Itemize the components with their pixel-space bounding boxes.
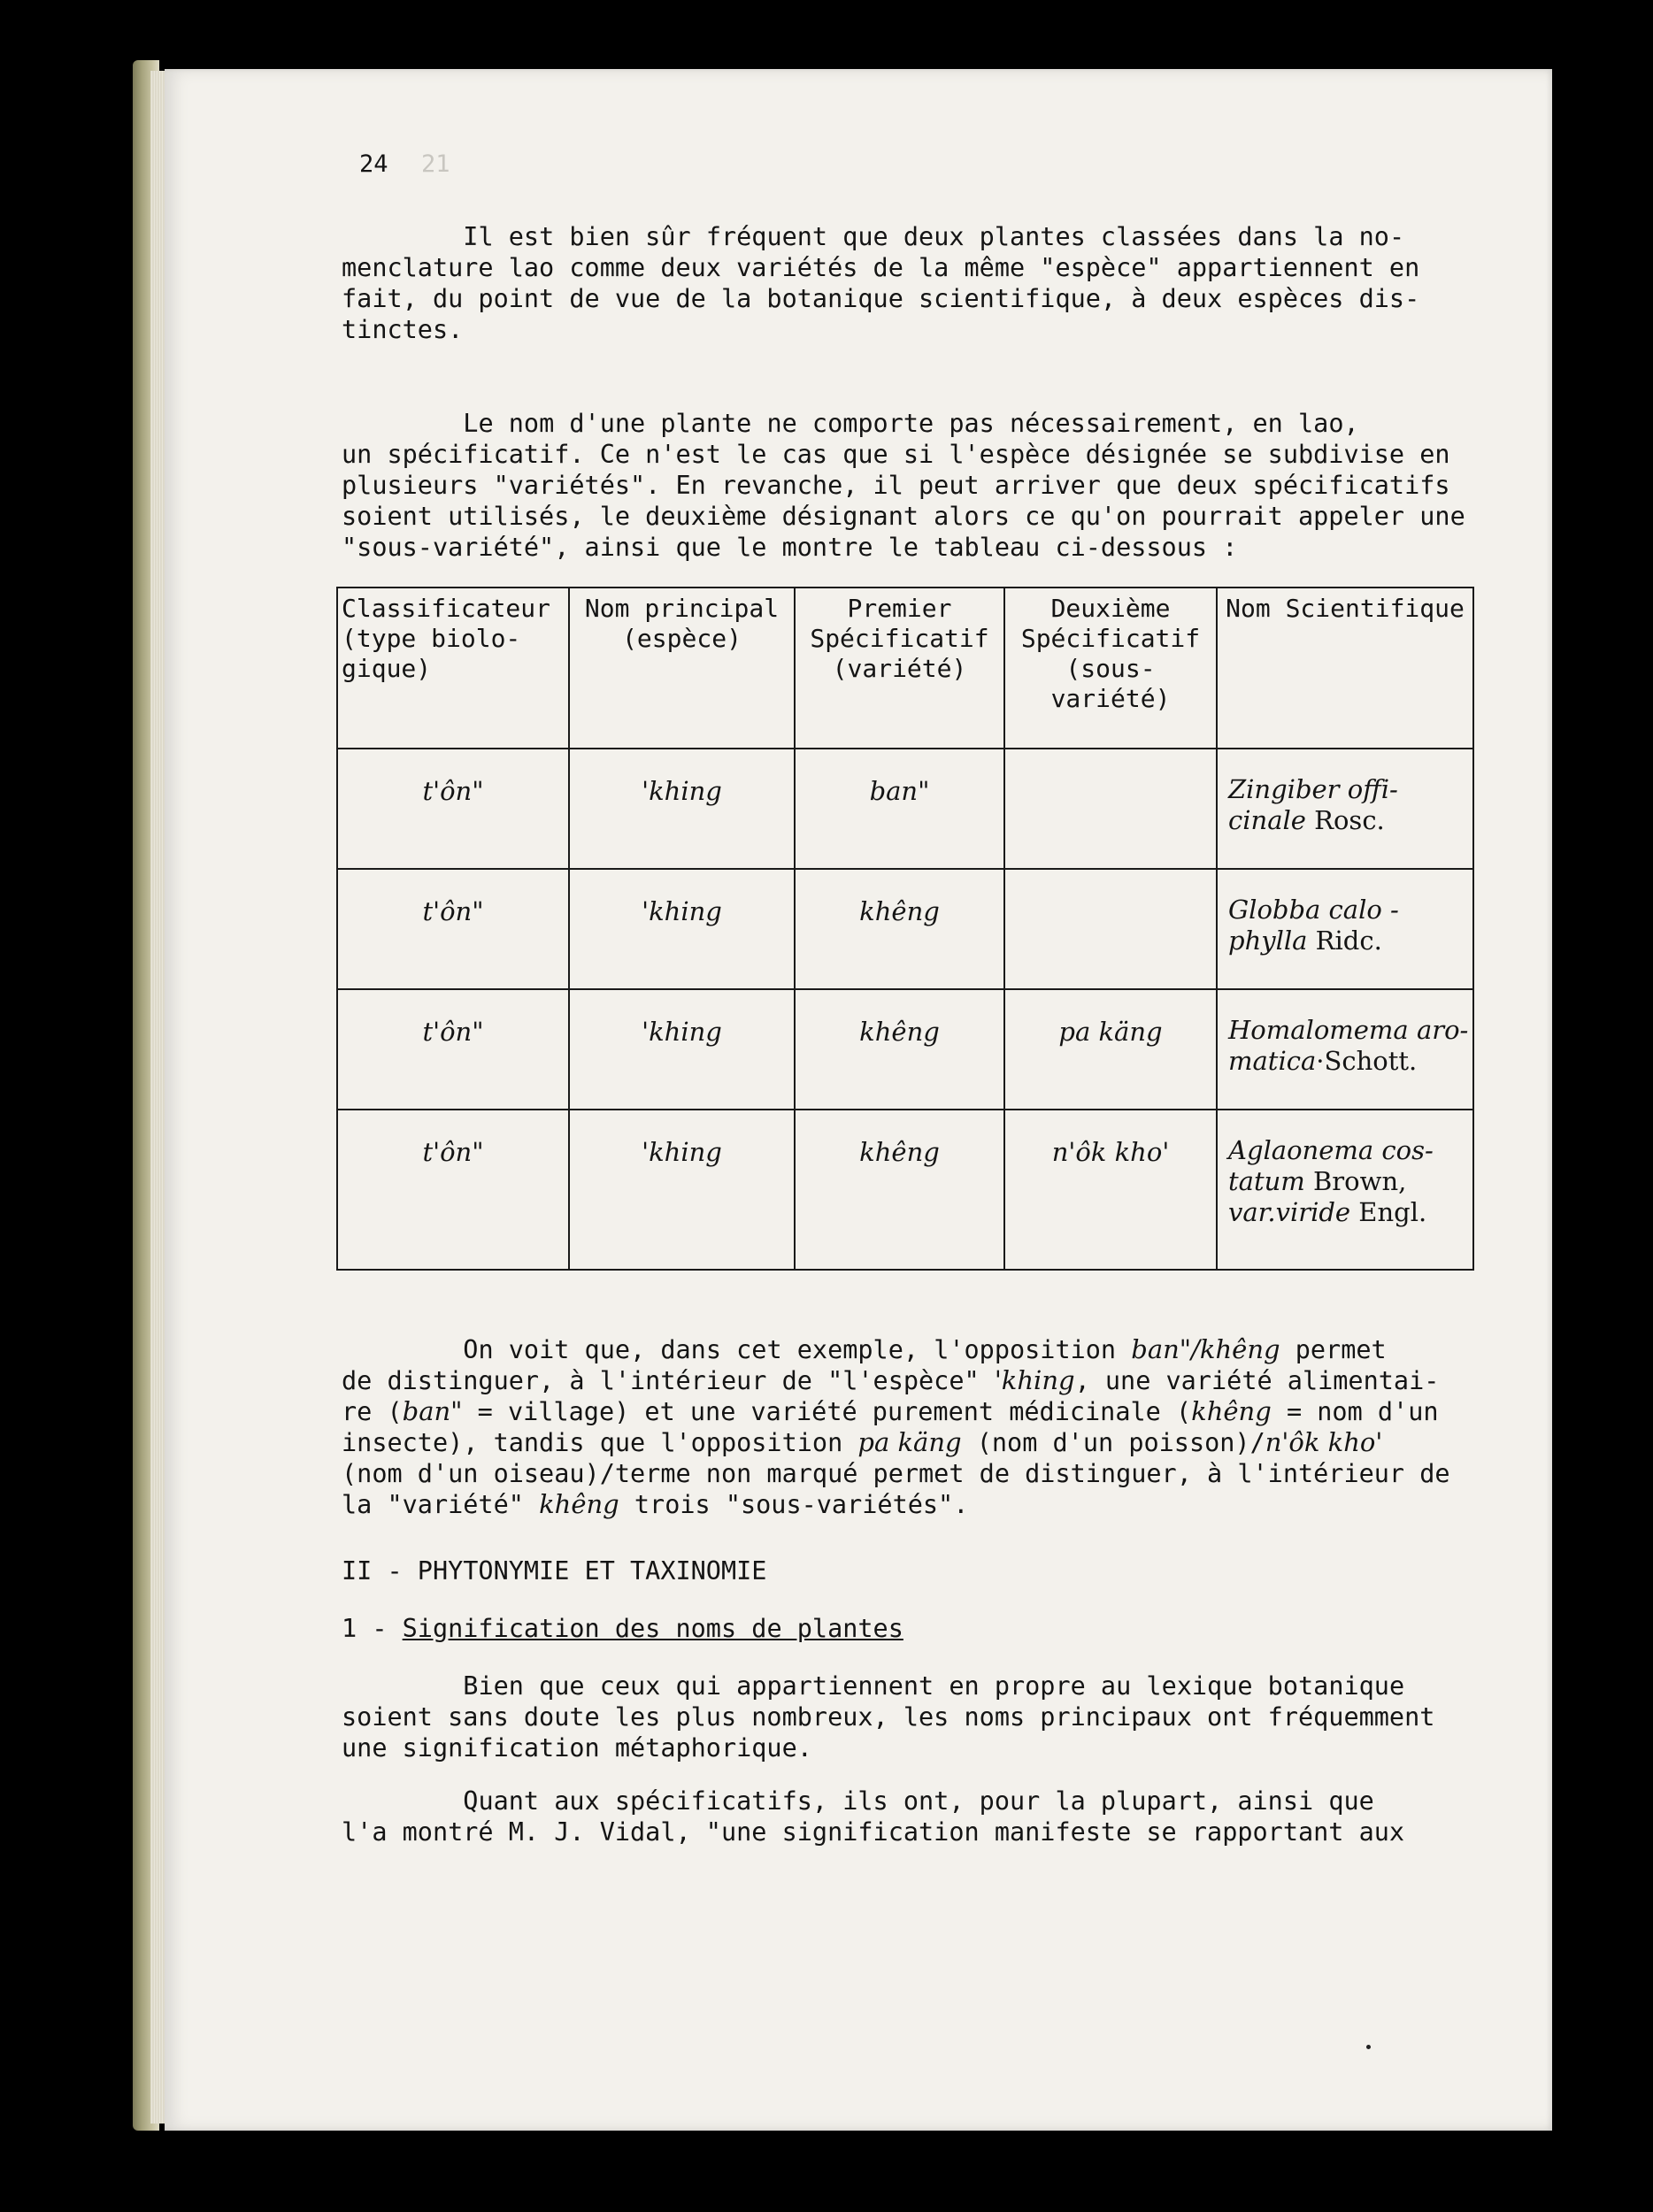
cell-second-specific: pa käng <box>1004 989 1217 1110</box>
cell-first-specific: khêng <box>795 1110 1004 1270</box>
p3-term: khêng <box>1191 1396 1272 1426</box>
sci-genus: Aglaonema cos- <box>1228 1135 1434 1166</box>
cell-first-specific: ban" <box>795 749 1004 869</box>
cell-first-specific: khêng <box>795 869 1004 989</box>
table-row <box>337 1110 1473 1270</box>
speck-mark <box>1366 2045 1371 2049</box>
p3-term: khêng <box>539 1489 619 1519</box>
bleed-through-page-number: 21 <box>421 150 450 178</box>
cell-classifier: t'ôn" <box>337 869 569 989</box>
sci-author: Brown, <box>1304 1166 1407 1197</box>
classification-table <box>336 587 1474 1271</box>
table-row <box>337 749 1473 869</box>
header-second-specific: Deuxième Spécificatif (sous- variété) <box>1004 588 1217 749</box>
cell-scientific <box>1217 1110 1473 1270</box>
p3-term: ban"/khêng <box>1131 1334 1280 1364</box>
cell-classifier: t'ôn" <box>337 1110 569 1270</box>
header-principal-name: Nom principal (espèce) <box>569 588 795 749</box>
cell-second-specific: n'ôk kho' <box>1004 1110 1217 1270</box>
cell-principal: 'khing <box>569 869 795 989</box>
cell-principal: 'khing <box>569 749 795 869</box>
cell-scientific <box>1217 749 1473 869</box>
section-title: II - PHYTONYMIE ET TAXINOMIE <box>342 1556 767 1586</box>
header-first-specific: Premier Spécificatif (variété) <box>795 588 1004 749</box>
p3-text: , une variété alimentai- re ( <box>342 1366 1440 1426</box>
header-scientific-name: Nom Scientifique <box>1217 588 1473 749</box>
subsection-heading <box>342 1613 903 1644</box>
cell-second-specific <box>1004 869 1217 989</box>
paragraph-2: Le nom d'une plante ne comporte pas nécessairement, en lao, un spécificatif. Ce n'est le cas que si l'espèce désignée se subdivise en plusieurs "variétés". En revanche, il peut arriver que deux spécificatifs soient utilisés, le deuxième désignant alors ce qu'on pourrait appeler une "sous-variété", ainsi que le montre le tableau ci-dessous : <box>342 409 1465 562</box>
sci-author: ·Schott. <box>1316 1046 1418 1077</box>
paragraph-1: Il est bien sûr fréquent que deux plantes classées dans la no- menclature lao comme deux variétés de la même "espèce" appartiennent en fait, du point de vue de la botanique scientifique, à deux espèces dis- tinctes. <box>342 222 1420 344</box>
sci-genus: Zingiber offi- <box>1228 774 1398 804</box>
sci-genus: Globba calo - <box>1228 895 1399 926</box>
sci-species: cinale <box>1228 805 1306 835</box>
cell-classifier: t'ôn" <box>337 989 569 1110</box>
sci-variety-author: Engl. <box>1350 1197 1427 1228</box>
p3-text: (nom d'un poisson)/ <box>961 1428 1265 1457</box>
sci-species: phylla <box>1228 926 1308 956</box>
sci-species: matica <box>1228 1046 1317 1077</box>
sci-variety: var.viride <box>1228 1197 1351 1228</box>
p3-term: 'khing <box>994 1365 1075 1395</box>
sci-species: tatum <box>1228 1166 1305 1197</box>
subsection-title: Signification des noms de plantes <box>402 1614 903 1643</box>
paragraph-3 <box>342 1334 1510 1520</box>
header-classifier: Classificateur (type biolo- gique) <box>337 588 569 749</box>
cell-principal: 'khing <box>569 989 795 1110</box>
book-page <box>165 69 1552 2131</box>
p3-term: n'ôk kho' <box>1265 1427 1383 1457</box>
p3-text: = village) et une variété purement médicinale ( <box>462 1397 1192 1426</box>
p3-text: permet de distinguer, à l'intérieur de "l'espèce" <box>342 1335 1387 1395</box>
table-row <box>337 989 1473 1110</box>
paragraph-4: Bien que ceux qui appartiennent en propre au lexique botanique soient sans doute les plus nombreux, les noms principaux ont fréquemment une signification métaphorique. <box>342 1671 1435 1763</box>
subsection-number: 1 - <box>342 1614 403 1643</box>
cell-scientific <box>1217 869 1473 989</box>
p3-term: ban" <box>402 1396 463 1426</box>
sci-genus: Homalomema aro- <box>1228 1015 1469 1046</box>
p3-term: pa käng <box>857 1427 962 1457</box>
p3-text: On voit que, dans cet exemple, l'opposition <box>342 1335 1132 1364</box>
table-row <box>337 869 1473 989</box>
cell-scientific <box>1217 989 1473 1110</box>
p3-text: (nom d'un oiseau)/terme non marqué permet de distinguer, à l'intérieur de la "variété" <box>342 1459 1450 1519</box>
paragraph-5: Quant aux spécificatifs, ils ont, pour la plupart, ainsi que l'a montré M. J. Vidal, "une signification manifeste se rapportant aux <box>342 1786 1405 1847</box>
table-header-row <box>337 588 1473 749</box>
p3-text: = nom d'un insecte), tandis que l'opposition <box>342 1397 1439 1457</box>
page-number: 24 <box>359 150 388 178</box>
cell-second-specific <box>1004 749 1217 869</box>
cell-principal: 'khing <box>569 1110 795 1270</box>
cell-classifier: t'ôn" <box>337 749 569 869</box>
sci-author: Ridc. <box>1307 926 1382 956</box>
cell-first-specific: khêng <box>795 989 1004 1110</box>
sci-author: Rosc. <box>1305 805 1385 835</box>
p3-text: trois "sous-variétés". <box>619 1490 969 1519</box>
